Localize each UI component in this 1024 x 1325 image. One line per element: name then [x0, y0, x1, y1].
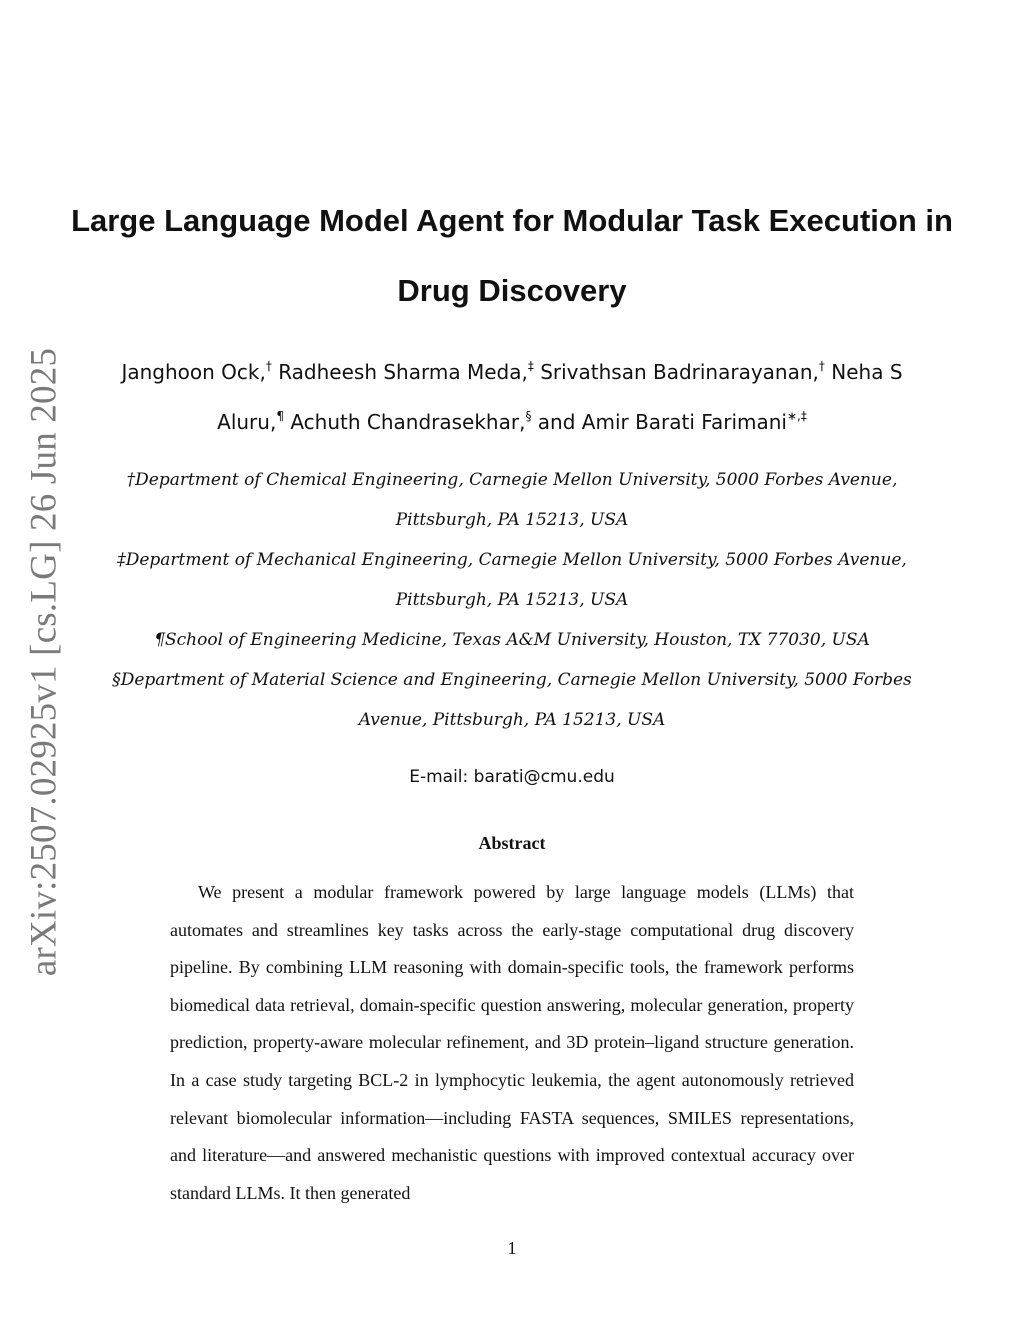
affiliation-chemical-engineering: †Department of Chemical Engineering, Carnegie Mellon University, 5000 Forbes Avenue, Pittsburgh, PA 15213, USA — [126, 470, 898, 530]
author-name: and Amir Barati Farimani — [537, 410, 787, 434]
author-item — [540, 360, 825, 384]
author-affiliation-mark: ¶ — [276, 409, 284, 423]
affiliation-list — [80, 460, 944, 740]
author-item — [538, 410, 807, 434]
affiliation-mechanical-engineering: ‡Department of Mechanical Engineering, Carnegie Mellon University, 5000 Forbes Avenue, Pittsburgh, PA 15213, USA — [117, 550, 907, 610]
author-item — [278, 360, 534, 384]
arxiv-identifier-stamp: arXiv:2507.02925v1 [cs.LG] 26 Jun 2025 — [23, 347, 65, 977]
abstract-heading: Abstract — [478, 833, 546, 853]
abstract-text: We present a modular framework powered by large language models (LLMs) that automates and streamlines key tasks across the early-stage computational drug discovery pipeline. By combining LLM reasoning with domain-specific tools, the framework performs biomedical data retrieval, domain-specific question answering, molecular generation, property prediction, property-aware molecular refinement, and 3D protein–ligand structure generation. In a case study targeting BCL-2 in lymphocytic leukemia, the agent autonomously retrieved relevant biomolecular information—including FASTA sequences, SMILES representations, and literature—and answered mechanistic questions with improved contextual accuracy over standard LLMs. It then generated — [170, 882, 854, 1203]
author-name: Radheesh Sharma Meda, — [278, 360, 528, 384]
author-item — [121, 360, 271, 384]
contact-email: E-mail: barati@cmu.edu — [409, 767, 615, 787]
page-number: 1 — [507, 1238, 517, 1258]
author-list — [100, 347, 924, 447]
author-item — [290, 410, 531, 434]
author-affiliation-mark: † — [265, 359, 272, 373]
author-affiliation-mark: § — [525, 409, 532, 423]
author-name: Janghoon Ock, — [121, 360, 266, 384]
author-name: Srivathsan Badrinarayanan, — [540, 360, 819, 384]
affiliation-engineering-medicine: ¶School of Engineering Medicine, Texas A&M University, Houston, TX 77030, USA — [154, 630, 870, 650]
author-affiliation-mark: † — [818, 359, 825, 373]
author-name: Neha S Aluru, — [217, 360, 903, 434]
affiliation-material-science: §Department of Material Science and Engineering, Carnegie Mellon University, 5000 Forbes Avenue, Pittsburgh, PA 15213, USA — [112, 670, 912, 730]
author-name: Achuth Chandrasekhar, — [290, 410, 526, 434]
author-affiliation-mark: ‡ — [527, 359, 534, 373]
paper-title: Large Language Model Agent for Modular Task Execution in Drug Discovery — [71, 203, 953, 308]
author-affiliation-mark: ∗,‡ — [786, 409, 807, 423]
